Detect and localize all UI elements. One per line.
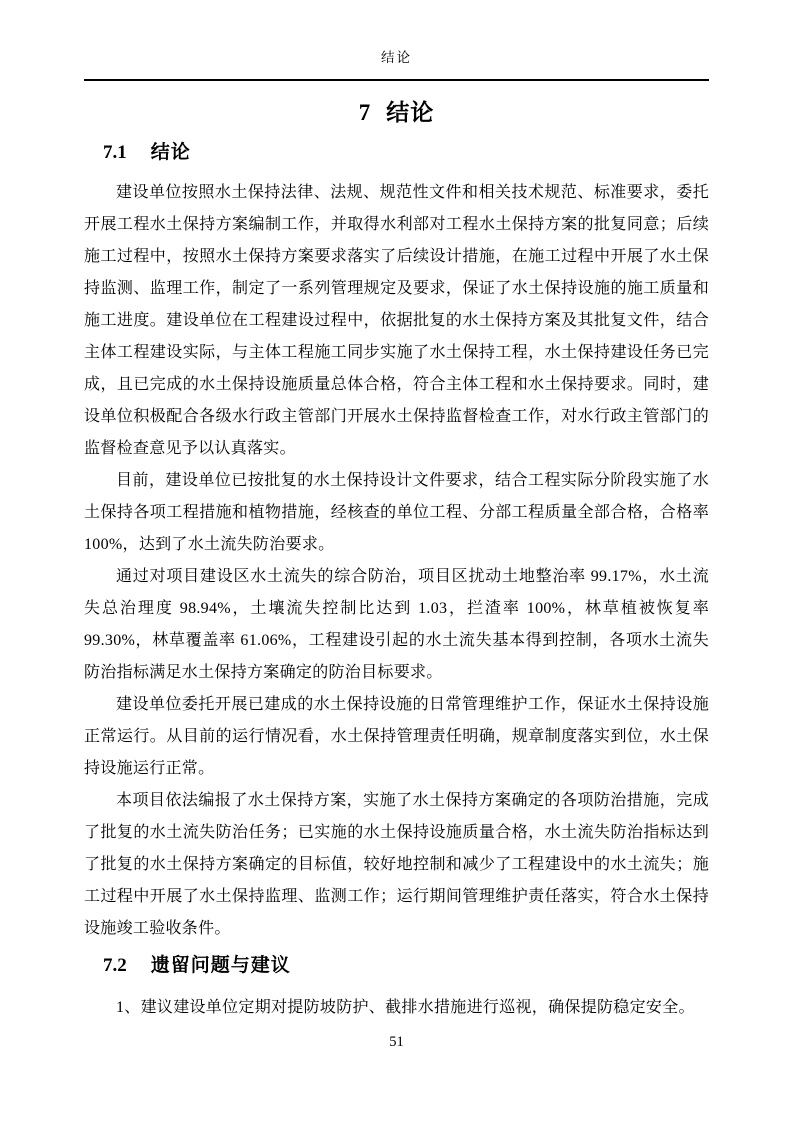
header-divider	[84, 79, 709, 81]
chapter-number: 7	[358, 100, 371, 125]
section-title-text: 遗留问题与建议	[150, 955, 291, 976]
section-heading-7-2	[103, 954, 709, 978]
running-header	[84, 0, 709, 66]
section-body-7-1	[84, 177, 709, 945]
section-number: 7.2	[103, 955, 127, 976]
chapter-title	[84, 97, 709, 128]
paragraph: 通过对项目建设区水土流失的综合防治，项目区扰动土地整治率 99.17%，水土流失总治理度 98.94%，土壤流失控制比达到 1.03，拦渣率 100%，林草植被恢复率 99.30%，林草覆盖率 61.06%，工程建设引起的水土流失基本得到控制，各项水土流失防治指标满足水土保持方案确定的防治目标要求。	[84, 568, 709, 681]
section-title-text: 结论	[150, 142, 191, 163]
page-footer	[0, 1033, 793, 1051]
paragraph: 建设单位按照水土保持法律、法规、规范性文件和相关技术规范、标准要求，委托开展工程水土保持方案编制工作，并取得水利部对工程水土保持方案的批复同意；后续施工过程中，按照水土保持方案要求落实了后续设计措施，在施工过程中开展了水土保持监测、监理工作，制定了一系列管理规定及要求，保证了水土保持设施的施工质量和施工进度。建设单位在工程建设过程中，依据批复的水土保持方案及其批复文件，结合主体工程建设实际，与主体工程施工同步实施了水土保持工程，水土保持建设任务已完成，且已完成的水土保持设施质量总体合格，符合主体工程和水土保持要求。同时，建设单位积极配合各级水行政主管部门开展水土保持监督检查工作，对水行政主管部门的监督检查意见予以认真落实。	[84, 184, 709, 457]
paragraph: 建设单位委托开展已建成的水土保持设施的日常管理维护工作，保证水土保持设施正常运行。从目前的运行情况看，水土保持管理责任明确，规章制度落实到位，水土保持设施运行正常。	[84, 696, 709, 777]
section-number: 7.1	[103, 142, 127, 163]
chapter-title-text: 结论	[386, 99, 435, 125]
paragraph: 目前，建设单位已按批复的水土保持设计文件要求，结合工程实际分阶段实施了水土保持各项工程措施和植物措施，经核查的单位工程、分部工程质量全部合格，合格率100%，达到了水土流失防治要求。	[84, 472, 709, 553]
section-body-7-2	[84, 992, 709, 1024]
paragraph: 1、建议建设单位定期对提防坡防护、截排水措施进行巡视，确保提防稳定安全。	[116, 999, 695, 1016]
page-number: 51	[389, 1034, 404, 1050]
running-header-text: 结论	[381, 50, 412, 65]
paragraph: 本项目依法编报了水土保持方案，实施了水土保持方案确定的各项防治措施，完成了批复的水土流失防治任务；已实施的水土保持设施质量合格，水土流失防治指标达到了批复的水土保持方案确定的目标值，较好地控制和减少了工程建设中的水土流失；施工过程中开展了水土保持监理、监测工作；运行期间管理维护责任落实，符合水土保持设施竣工验收条件。	[84, 792, 709, 937]
section-heading-7-1	[103, 141, 709, 165]
